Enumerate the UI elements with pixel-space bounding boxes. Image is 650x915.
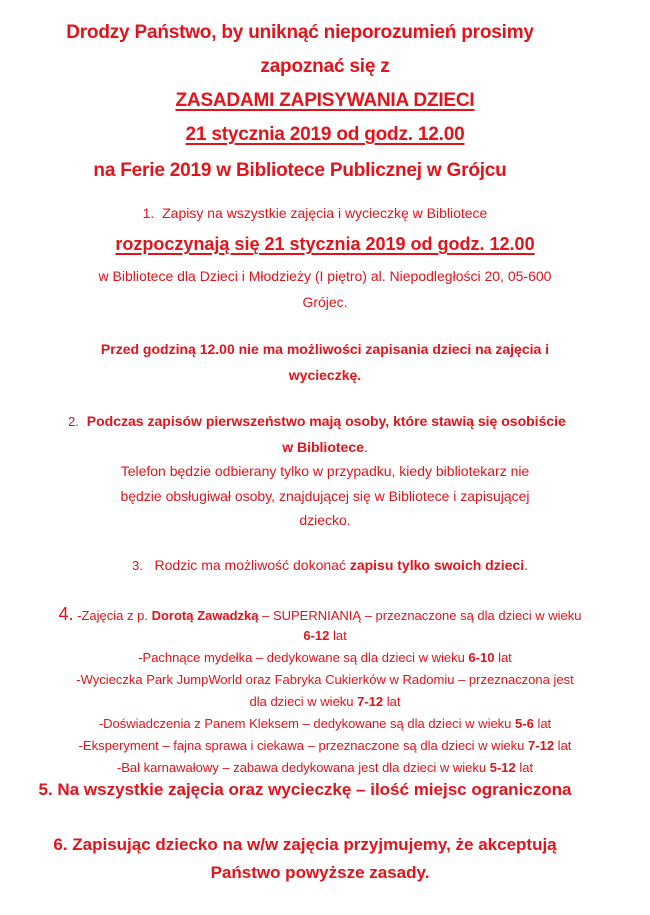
rule-2-bold: w Bibliotece [282, 439, 364, 455]
rule-2-line-4: będzie obsługiwał osoby, znajdującej się w Bibliotece i zapisującej [120, 488, 530, 504]
rule-2-dot: . [363, 439, 368, 455]
rule-1-number: 1. [142, 205, 155, 221]
rule-4-item-2-unit: lat [494, 650, 512, 665]
rule-4-item-1-bold: Dorotą Zawadzką [151, 608, 259, 623]
rule-4-item-1 [0, 604, 645, 625]
rule-3-number: 3. [132, 558, 143, 573]
header-line-5: na Ferie 2019 w Bibliotece Publicznej w Grójcu [93, 160, 507, 181]
rule-3-dot: . [524, 557, 528, 573]
rule-4-item-1-post: – SUPERNIANIĄ – przeznaczone są dla dzieci w wieku [258, 608, 582, 623]
rule-1-text: Zapisy na wszystkie zajęcia i wycieczkę w Bibliotece [162, 205, 488, 221]
rule-4-item-5-unit: lat [554, 738, 572, 753]
rule-2-text: Podczas zapisów pierwszeństwo mają osoby, które stawią się osobiście [86, 413, 566, 429]
rule-6-line-2: Państwo powyższe zasady. [210, 863, 430, 882]
rule-4-item-5-text: -Eksperyment – fajna sprawa i ciekawa – przeznaczone są dla dzieci w wieku [78, 738, 529, 753]
rule-4-item-5-age: 7-12 [528, 738, 555, 753]
rule-4-item-2-age: 6-10 [468, 650, 495, 665]
rule-5: 5. Na wszystkie zajęcia oraz wycieczkę – ilość miejsc ograniczona [38, 780, 572, 799]
rule-4-item-4 [0, 716, 650, 731]
rule-4-item-6-unit: lat [515, 760, 534, 775]
rule-4-item-2 [0, 650, 650, 665]
rule-4-item-3-age: 7-12 [357, 694, 384, 709]
rule-4-number: 4. [58, 604, 74, 624]
rule-3-bold: zapisu tylko swoich dzieci [349, 557, 525, 573]
rule-4-item-4-text: -Doświadczenia z Panem Kleksem – dedykowane są dla dzieci w wieku [98, 716, 516, 731]
rule-3-text: Rodzic ma możliwość dokonać [154, 557, 350, 573]
rule-4-item-1-age: 6-12 [303, 628, 330, 643]
header-title: ZASADAMI ZAPISYWANIA DZIECI [175, 90, 475, 111]
header-line-1: Drodzy Państwo, by uniknąć nieporozumień prosimy [66, 22, 534, 43]
rule-4-item-3-unit: lat [383, 694, 401, 709]
rule-4-item-6-text: -Bal karnawałowy – zabawa dedykowana jest dla dzieci w wieku [116, 760, 490, 775]
header-date: 21 stycznia 2019 od godz. 12.00 [185, 124, 465, 145]
rule-4-item-4-unit: lat [533, 716, 552, 731]
rule-4-item-2-text: -Pachnące mydełka – dedykowane są dla dzieci w wieku [138, 650, 469, 665]
rule-1-address: w Bibliotece dla Dzieci i Młodzieży (I piętro) al. Niepodległości 20, 05-600 [98, 268, 552, 284]
header-line-4-wrap [0, 124, 650, 146]
rule-4-item-6-age: 5-12 [489, 760, 516, 775]
rule-1-line-2-wrap [0, 234, 650, 255]
header-line-2: zapoznać się z [260, 56, 390, 77]
rule-4-item-3-text2: dla dzieci w wieku [249, 694, 358, 709]
rule-1-city: Grójec. [302, 294, 348, 310]
rule-1-line-1 [0, 205, 640, 221]
rule-1-note-1: Przed godziną 12.00 nie ma możliwości zapisania dzieci na zajęcia i [100, 341, 550, 357]
rule-4-item-1-pre: -Zajęcia z p. [77, 608, 152, 623]
rule-4-item-1-age-line [0, 628, 650, 643]
rule-3 [5, 557, 650, 573]
rule-4-item-3-line-2 [0, 694, 650, 709]
rule-4-item-6 [0, 760, 650, 775]
rule-2-line-1 [0, 413, 642, 429]
rule-4-item-1-unit: lat [329, 628, 347, 643]
rule-2-line-3: Telefon będzie odbierany tylko w przypadku, kiedy bibliotekarz nie [120, 463, 530, 479]
rule-4-item-4-age: 5-6 [515, 716, 534, 731]
rule-6-line-1: 6. Zapisując dziecko na w/w zajęcia przyjmujemy, że akceptują [53, 835, 557, 854]
rule-1-start-date: rozpoczynają się 21 stycznia 2019 od godz. 12.00 [115, 234, 535, 254]
rule-2-line-5: dziecko. [299, 512, 351, 528]
rule-2-number: 2. [68, 414, 80, 429]
rule-4-item-5 [0, 738, 650, 753]
rule-2-line-2 [0, 439, 650, 455]
rule-4-item-3-line-1: -Wycieczka Park JumpWorld oraz Fabryka Cukierków w Radomiu – przeznaczona jest [76, 672, 574, 687]
rule-1-note-2: wycieczkę. [288, 367, 362, 383]
header-line-3-wrap [0, 90, 650, 112]
